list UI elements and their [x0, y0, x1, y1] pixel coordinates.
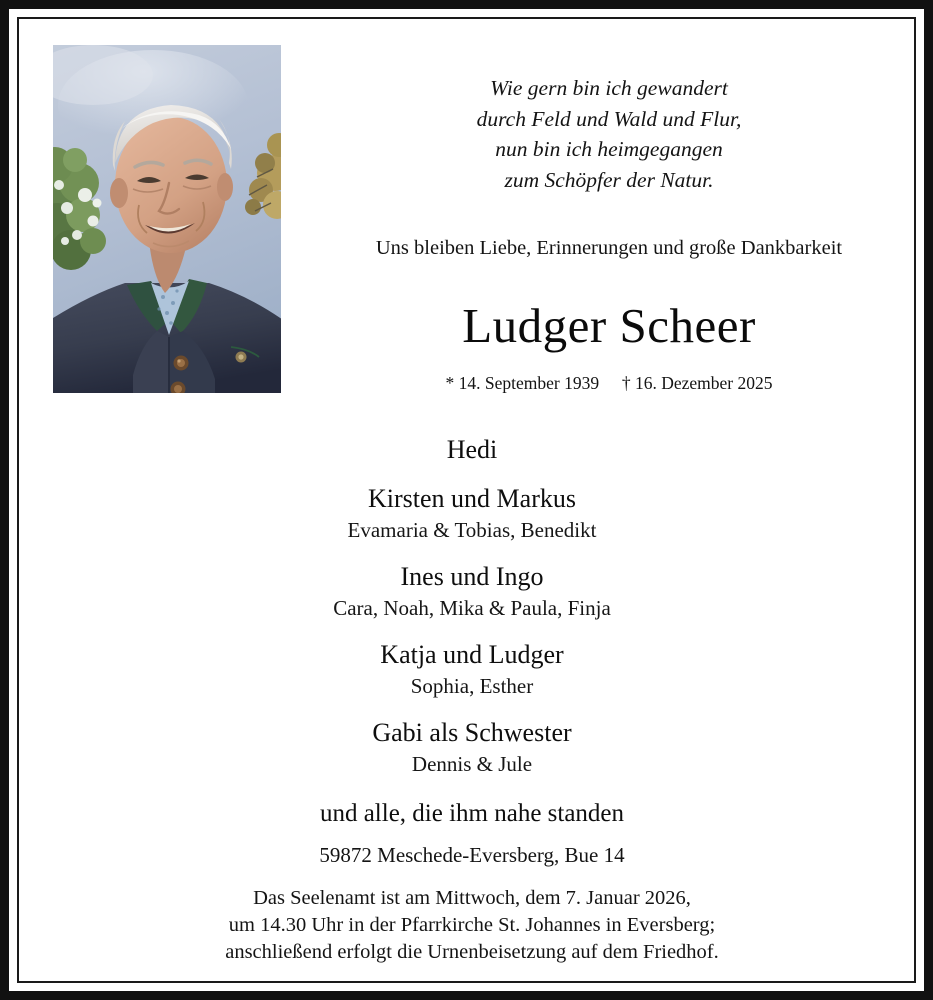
- portrait-illustration: [53, 45, 281, 393]
- survivor-secondary: Dennis & Jule: [411, 752, 533, 776]
- death-symbol: †: [621, 373, 631, 393]
- service-line-2: um 14.30 Uhr in der Pfarrkirche St. Johannes in Eversberg;: [228, 914, 716, 936]
- survivor-secondary: Evamaria & Tobias, Benedikt: [347, 518, 597, 542]
- survivor-primary: Gabi als Schwester: [372, 718, 572, 747]
- funeral-service-details: [62, 885, 882, 966]
- deceased-portrait-photo: [53, 45, 281, 393]
- survivor-group: [62, 482, 882, 545]
- poem-line-1: Wie gern bin ich gewandert: [490, 76, 728, 100]
- life-dates: [299, 373, 919, 394]
- survivor-group: [62, 716, 882, 779]
- survivor-primary: Kirsten und Markus: [368, 484, 576, 513]
- survivor-secondary: Cara, Noah, Mika & Paula, Finja: [333, 596, 611, 620]
- survivors-list: [62, 433, 882, 831]
- survivors-closing-line: und alle, die ihm nahe standen: [319, 800, 625, 827]
- service-line-3: anschließend erfolgt die Urnenbeisetzung auf dem Friedhof.: [225, 941, 719, 963]
- death-date: 16. Dezember 2025: [634, 373, 773, 393]
- memorial-poem: [299, 73, 919, 195]
- survivor-group: [62, 433, 882, 467]
- service-line-1: Das Seelenamt ist am Mittwoch, dem 7. Januar 2026,: [253, 887, 691, 909]
- notice-canvas: [9, 9, 924, 991]
- poem-line-4: zum Schöpfer der Natur.: [504, 167, 714, 192]
- tribute-line: Uns bleiben Liebe, Erinnerungen und große Dankbarkeit: [375, 237, 843, 259]
- birth-date: 14. September 1939: [458, 373, 600, 393]
- survivor-group: [62, 560, 882, 623]
- poem-line-2: durch Feld und Wald und Flur,: [476, 106, 742, 131]
- survivor-group: [62, 638, 882, 701]
- survivor-primary: Ines und Ingo: [400, 562, 544, 591]
- survivor-primary: Katja und Ludger: [380, 640, 564, 669]
- deceased-name: Ludger Scheer: [462, 298, 756, 353]
- mourning-address: 59872 Meschede-Eversberg, Bue 14: [319, 843, 625, 867]
- survivor-secondary: Sophia, Esther: [410, 674, 534, 698]
- birth-symbol: *: [445, 373, 455, 393]
- poem-line-3: nun bin ich heimgegangen: [495, 137, 723, 161]
- survivor-primary: Hedi: [446, 435, 498, 464]
